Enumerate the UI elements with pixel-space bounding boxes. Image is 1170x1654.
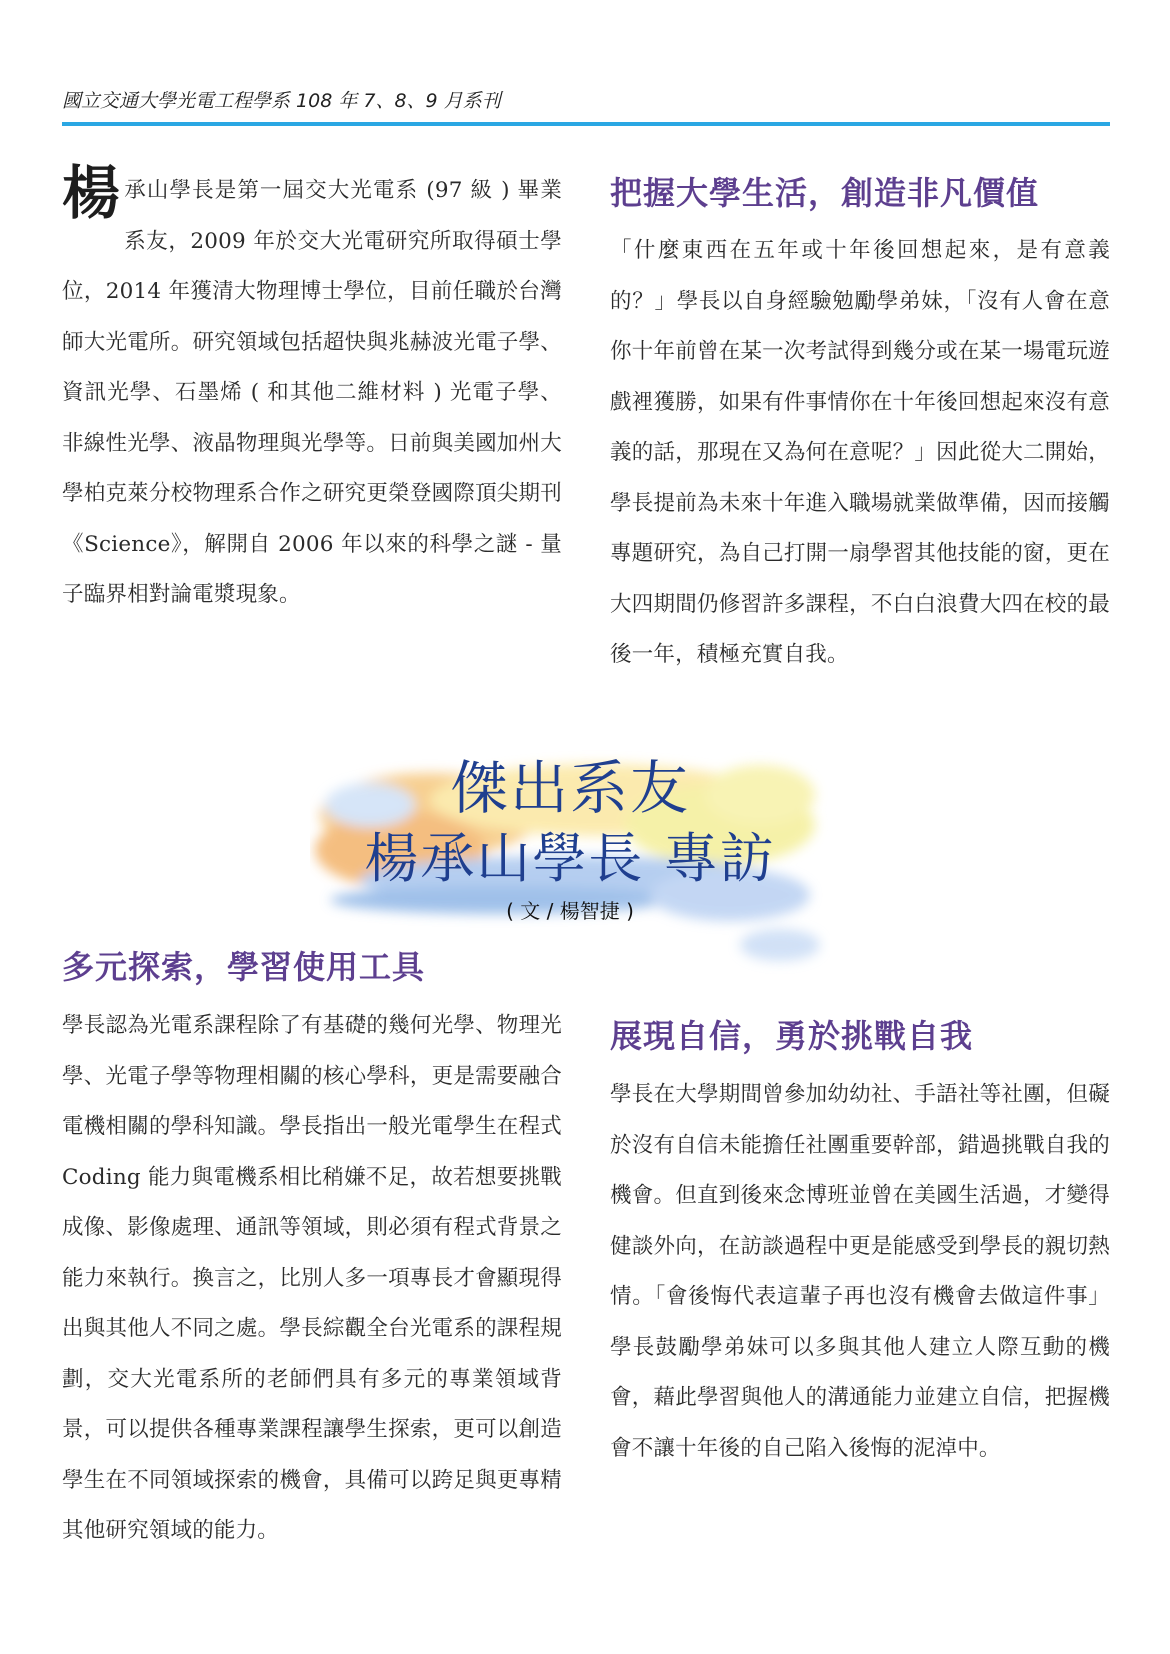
section-title-value: 把握大學生活，創造非凡價值 (610, 174, 1040, 212)
drop-cap: 楊 (62, 159, 121, 227)
intro-text: 承山學長是第一屆交大光電系 (97 級 ) 畢業系友，2009 年於交大光電研究所取得碩士學位，2014 年獲清大物理博士學位，目前任職於台灣師大光電所。研究領域包括超快與兆赫波光電子學、資訊光學、石墨烯 ( 和其他二維材料 ) 光電子學、非線性光學、液晶物理與光學等。日前與美國加州大學柏克萊分校物理系合作之研究更榮登國際頂尖期刊《Science》，解開自 2006 年以來的科學之謎 - 量子臨界相對論電漿現象。 (62, 178, 562, 607)
section-value-column (610, 226, 1110, 681)
intro-column (62, 159, 562, 621)
section-value-text: 「什麼東西在五年或十年後回想起來，是有意義的？」學長以自身經驗勉勵學弟妹，「沒有人會在意你十年前曾在某一次考試得到幾分或在某一場電玩遊戲裡獲勝，如果有件事情你在十年後回想起來沒有意義的話，那現在又為何在意呢？」因此從大二開始，學長提前為未來十年進入職場就業做準備，因而接觸專題研究，為自己打開一扇學習其他技能的窗，更在大四期間仍修習許多課程，不白白浪費大四在校的最後一年，積極充實自我。 (610, 238, 1110, 667)
banner-title-line2: 楊承山學長 專訪 (364, 827, 776, 890)
section-explore-text: 學長認為光電系課程除了有基礎的幾何光學、物理光學、光電子學等物理相關的核心學科，更是需要融合電機相關的學科知識。學長指出一般光電學生在程式 Coding 能力與電機系相比稍嫌不足，故若想要挑戰成像、影像處理、通訊等領域，則必須有程式背景之能力來執行。換言之，比別人多一項專長才會顯現得出與其他人不同之處。學長綜觀全台光電系的課程規劃，交大光電系所的老師們具有多元的專業領域背景，可以提供各種專業課程讓學生探索，更可以創造學生在不同領域探索的機會，具備可以跨足與更專精其他研究領域的能力。 (62, 1013, 562, 1543)
banner-title-line1: 傑出系友 (449, 754, 690, 822)
section-title-explore: 多元探索，學習使用工具 (62, 948, 426, 986)
header-divider (62, 122, 1110, 126)
section-confidence-text: 學長在大學期間曾參加幼幼社、手語社等社團，但礙於沒有自信未能擔任社團重要幹部，錯過挑戰自我的機會。但直到後來念博班並曾在美國生活過，才變得健談外向，在訪談過程中更是能感受到學長的親切熱情。「會後悔代表這輩子再也沒有機會去做這件事」學長鼓勵學弟妹可以多與其他人建立人際互動的機會，藉此學習與他人的溝通能力並建立自信，把握機會不讓十年後的自己陷入後悔的泥淖中。 (610, 1082, 1110, 1461)
article-author: ( 文 / 楊智捷 ) (506, 899, 634, 923)
section-title-confidence: 展現自信，勇於挑戰自我 (610, 1017, 974, 1055)
section-explore-column (62, 1001, 562, 1557)
intro-paragraph (62, 159, 562, 621)
title-banner (310, 745, 830, 975)
section-confidence-column (610, 1070, 1110, 1474)
page-header: 國立交通大學光電工程學系 108 年 7、8、9 月系刊 (62, 90, 501, 112)
